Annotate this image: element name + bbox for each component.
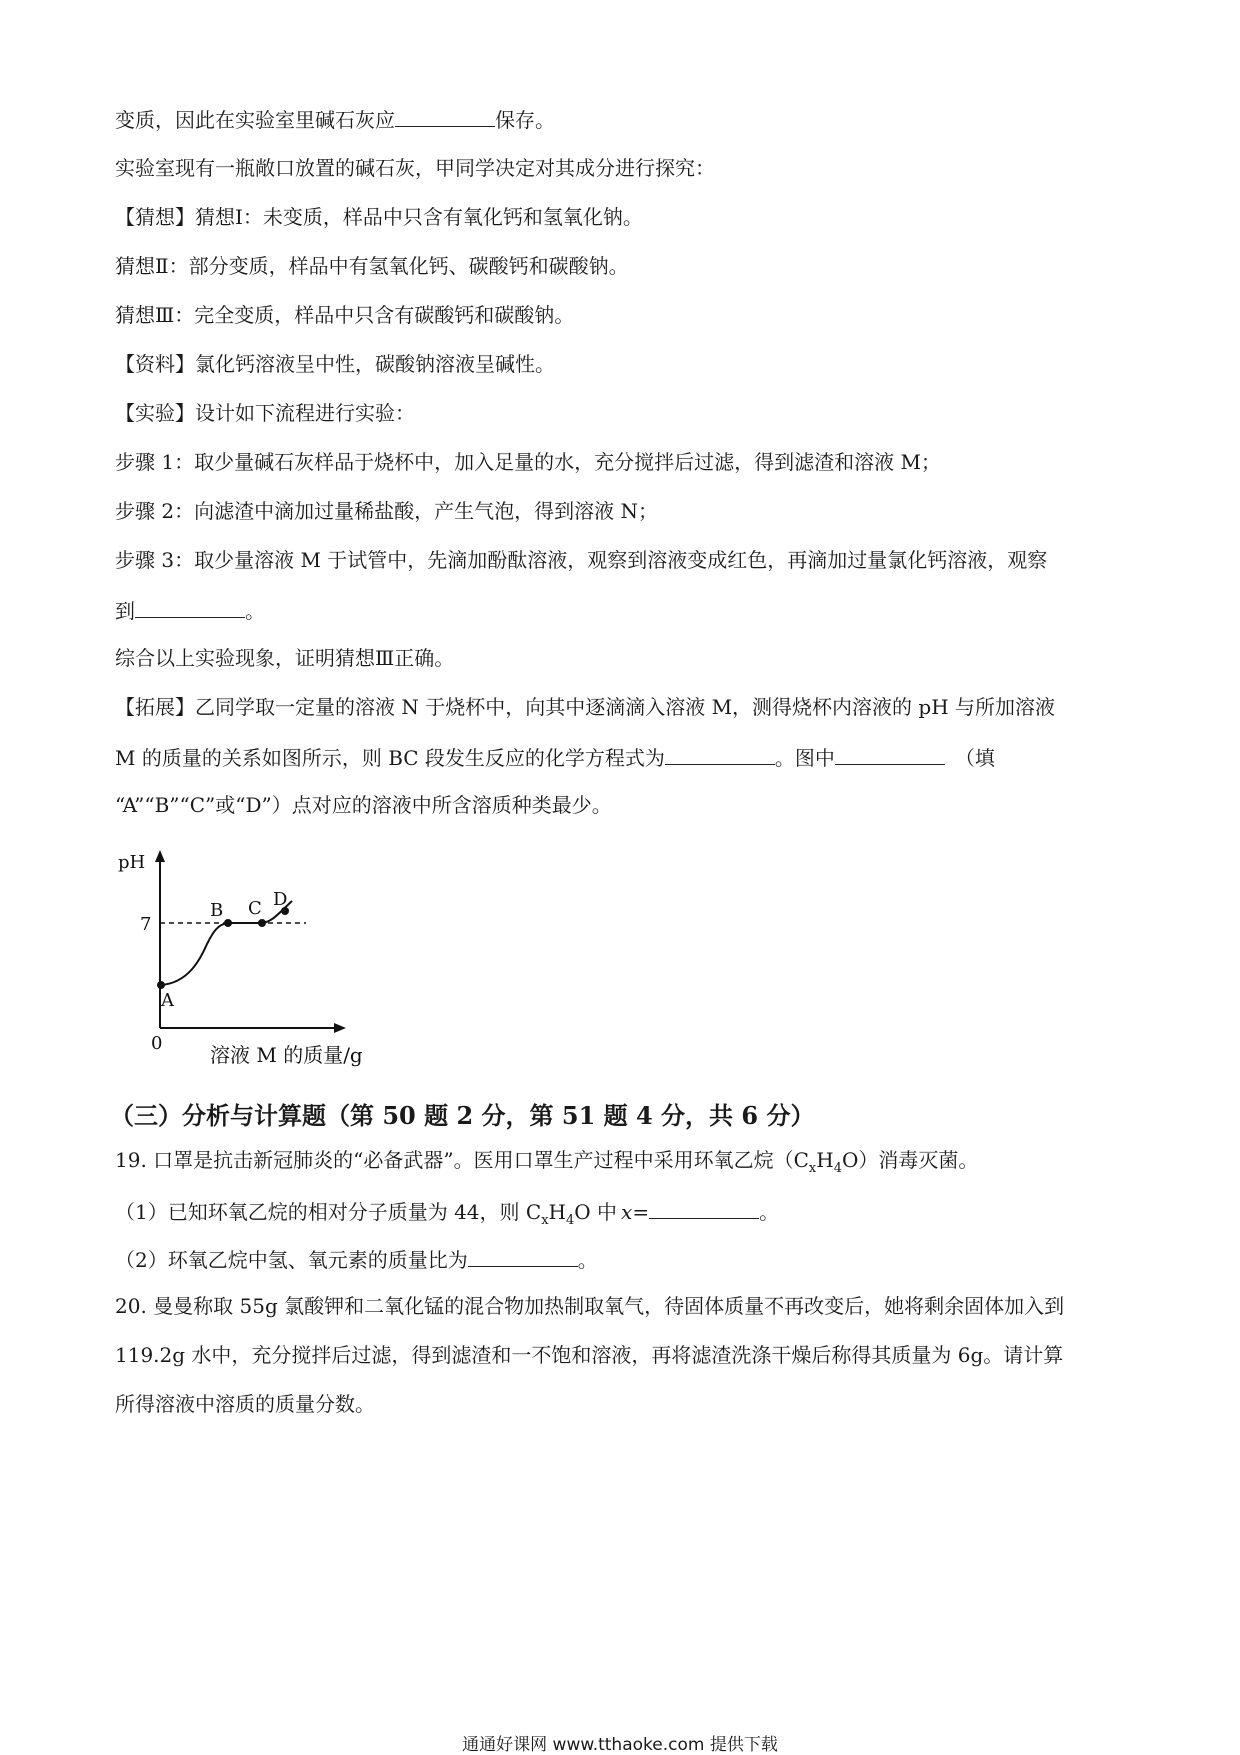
extension-line-1: 【拓展】乙同学取一定量的溶液 N 于烧杯中，向其中逐滴滴入溶液 M，测得烧杯内溶液的 pH 与所加溶液 [115, 695, 1056, 719]
point-c [258, 919, 266, 927]
y-axis-arrow [155, 850, 165, 862]
q19-part-2: （2）环氧乙烷中氢、氧元素的质量比为 。 [115, 1248, 598, 1272]
section-title: （三）分析与计算题（第 50 题 2 分，第 51 题 4 分，共 6 分） [110, 1101, 815, 1130]
step-1: 步骤 1：取少量碱石灰样品于烧杯中，加入足量的水，充分搅拌后过滤，得到滤渣和溶液 M； [115, 450, 941, 474]
extension-line-2: M 的质量的关系如图所示，则 BC 段发生反应的化学方程式为 。图中 （填 [115, 746, 995, 770]
answer-blank[interactable] [395, 108, 495, 127]
point-a [157, 981, 165, 989]
answer-blank[interactable] [468, 1248, 578, 1267]
conclusion-line: 综合以上实验现象，证明猜想Ⅲ正确。 [115, 646, 455, 670]
step-3-continued: 到 。 [115, 599, 265, 623]
point-c-label: C [248, 898, 262, 919]
hypothesis-3: 猜想Ⅲ：完全变质，样品中只含有碳酸钙和碳酸钠。 [115, 303, 575, 327]
page-footer: 通通好课网 www.tthaoke.com 提供下载 [462, 1735, 778, 1755]
point-b-label: B [210, 900, 224, 921]
q20-line-1: 20. 曼曼称取 55g 氯酸钾和二氧化锰的混合物加热制取氧气，待固体质量不再改变后，她将剩余固体加入到 [115, 1294, 1065, 1318]
y-axis-label: pH [118, 852, 146, 873]
answer-blank[interactable] [835, 746, 945, 765]
q20-line-2: 119.2g 水中，充分搅拌后过滤，得到滤渣和一不饱和溶液，再将滤渣洗涤干燥后称得其质量为 6g。请计算 [115, 1343, 1064, 1367]
ph-chart [110, 848, 390, 1068]
answer-blank[interactable] [665, 746, 775, 765]
text-line-1: 变质，因此在实验室里碱石灰应 保存。 [115, 108, 555, 132]
info-line: 【资料】氯化钙溶液呈中性，碳酸钠溶液呈碱性。 [115, 352, 555, 376]
y-tick-label: 7 [140, 914, 152, 935]
point-b [224, 919, 232, 927]
text-line-2: 实验室现有一瓶敞口放置的碱石灰，甲同学决定对其成分进行探究： [115, 156, 715, 180]
step-3: 步骤 3：取少量溶液 M 于试管中，先滴加酚酞溶液，观察到溶液变成红色，再滴加过量氯化钙溶液，观察 [115, 548, 1048, 572]
hypothesis-2: 猜想Ⅱ：部分变质，样品中有氢氧化钙、碳酸钙和碳酸钠。 [115, 254, 629, 278]
experiment-heading: 【实验】设计如下流程进行实验： [115, 401, 415, 425]
x-axis-arrow [334, 1023, 346, 1033]
answer-blank[interactable] [649, 1200, 759, 1219]
hypothesis-1: 【猜想】猜想Ⅰ：未变质，样品中只含有氧化钙和氢氧化钠。 [115, 205, 643, 229]
extension-line-3: “A”“B”“C”或“D”）点对应的溶液中所含溶质种类最少。 [115, 793, 612, 817]
origin-label: 0 [151, 1033, 163, 1054]
q19-stem: 19. 口罩是抗击新冠肺炎的“必备武器”。医用口罩生产过程中采用环氧乙烷$(C_xH_4O)$消毒灭菌。 [115, 1148, 979, 1176]
point-d-label: D [273, 889, 288, 910]
point-a-label: A [161, 990, 174, 1011]
curve-a-b [161, 923, 228, 985]
q19-part-1: （1）已知环氧乙烷的相对分子质量为 44，则 $C_xH_4O$ 中 x= 。 [115, 1200, 780, 1228]
answer-blank[interactable] [135, 599, 245, 618]
x-axis-label: 溶液 M 的质量/g [210, 1043, 363, 1067]
step-2: 步骤 2：向滤渣中滴加过量稀盐酸，产生气泡，得到溶液 N； [115, 499, 658, 523]
q20-line-3: 所得溶液中溶质的质量分数。 [115, 1392, 375, 1416]
